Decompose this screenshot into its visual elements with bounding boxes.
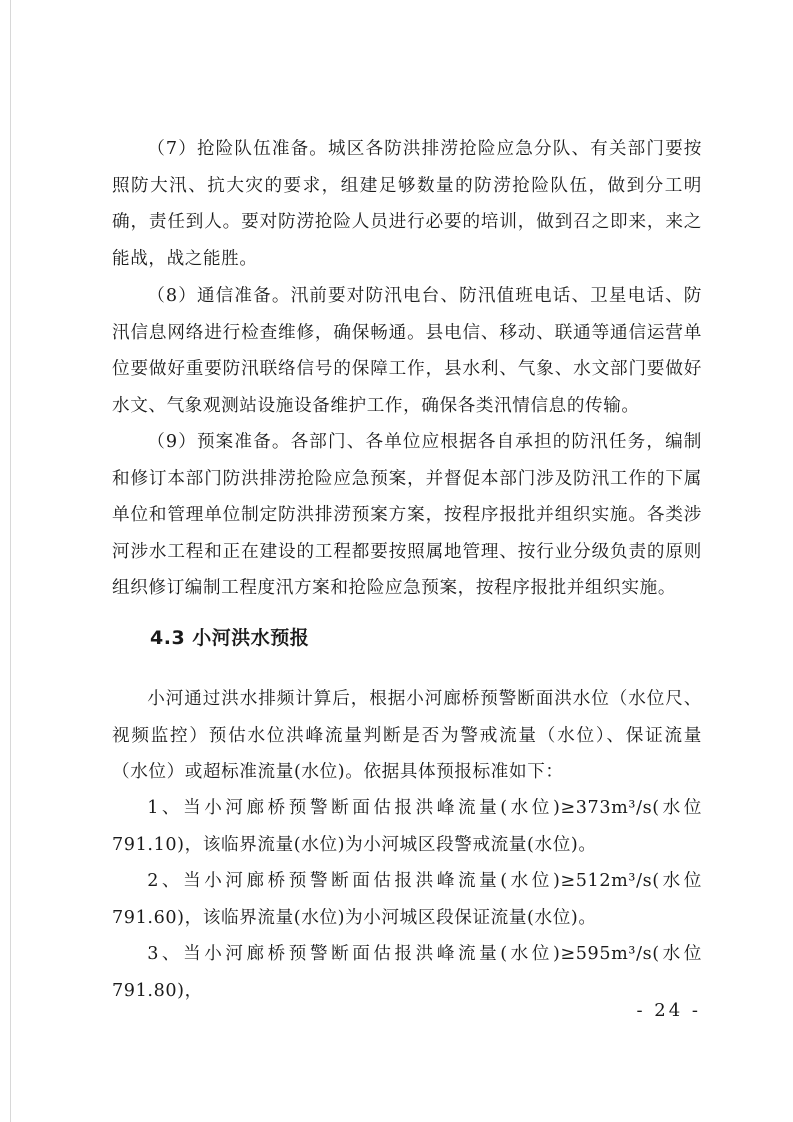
paragraph-plan-preparation: （9）预案准备。各部门、各单位应根据各自承担的防汛任务，编制和修订本部门防洪排涝抢险应急预案，并督促本部门涉及防汛工作的下属单位和管理单位制定防洪排涝预案方案，按程序报批并组织实施。各类涉河涉水工程和正在建设的工程都要按照属地管理、按行业分级负责的原则组织修订编制工程度汛方案和抢险应急预案，按程序报批并组织实施。: [112, 432, 702, 599]
scan-edge-line: [10, 0, 11, 1122]
paragraph-communication-preparation: （8）通信准备。汛前要对防汛电台、防汛值班电话、卫星电话、防汛信息网络进行检查维修，确保畅通。县电信、移动、联通等通信运营单位要做好重要防汛联络信号的保障工作，县水利、气象、水文部门要做好水文、气象观测站设施设备维护工作，确保各类汛情信息的传输。: [112, 286, 702, 416]
page-number: - 24 -: [636, 1000, 701, 1021]
paragraph-team-preparation: （7）抢险队伍准备。城区各防洪排涝抢险应急分队、有关部门要按照防大汛、抗大灾的要求，组建足够数量的防涝抢险队伍，做到分工明确，责任到人。要对防涝抢险人员进行必要的培训，做到召之即来，来之能战，战之能胜。: [112, 139, 702, 269]
paragraph-forecast-item-1: 1、当小河廊桥预警断面估报洪峰流量(水位)≥373m³/s(水位 791.10)，该临界流量(水位)为小河城区段警戒流量(水位)。: [112, 798, 702, 855]
paragraph-forecast-item-2: 2、当小河廊桥预警断面估报洪峰流量(水位)≥512m³/s(水位 791.60)，该临界流量(水位)为小河城区段保证流量(水位)。: [112, 871, 702, 928]
section-heading: 4.3 小河洪水预报: [150, 627, 310, 649]
paragraph-forecast-intro: 小河通过洪水排频计算后，根据小河廊桥预警断面洪水位（水位尺、视频监控）预估水位洪峰流量判断是否为警戒流量（水位）、保证流量（水位）或超标准流量(水位)。依据具体预报标准如下：: [112, 689, 702, 783]
paragraph-forecast-item-3: 3、当小河廊桥预警断面估报洪峰流量(水位)≥595m³/s(水位 791.80)，: [112, 944, 702, 1001]
